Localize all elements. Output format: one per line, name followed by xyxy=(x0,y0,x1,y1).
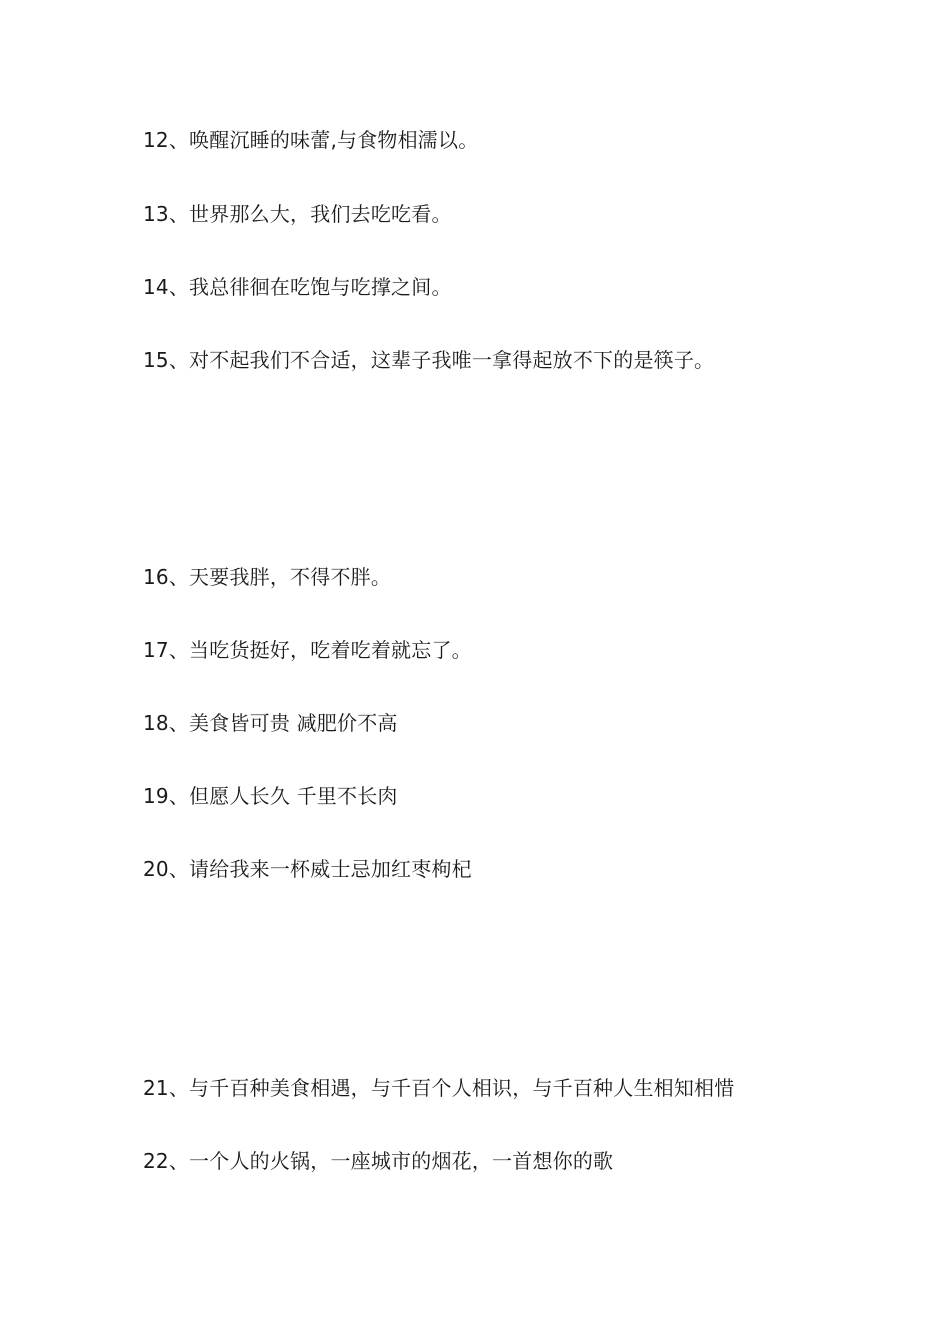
quote-line-17: 17、当吃货挺好，吃着吃着就忘了。 xyxy=(143,638,472,662)
quote-line-16: 16、天要我胖，不得不胖。 xyxy=(143,565,392,589)
quote-line-20: 20、请给我来一杯威士忌加红枣枸杞 xyxy=(143,857,472,881)
quote-line-22: 22、一个人的火锅，一座城市的烟花，一首想你的歌 xyxy=(143,1149,614,1173)
quote-line-18: 18、美食皆可贵 减肥价不高 xyxy=(143,711,398,735)
quote-line-21: 21、与千百种美食相遇，与千百个人相识，与千百种人生相知相惜 xyxy=(143,1076,735,1100)
quote-line-15: 15、对不起我们不合适，这辈子我唯一拿得起放不下的是筷子。 xyxy=(143,348,715,372)
quote-line-19: 19、但愿人长久 千里不长肉 xyxy=(143,784,398,808)
quote-line-13: 13、世界那么大，我们去吃吃看。 xyxy=(143,202,452,226)
quote-line-12: 12、唤醒沉睡的味蕾,与食物相濡以。 xyxy=(143,128,479,152)
quote-line-14: 14、我总徘徊在吃饱与吃撑之间。 xyxy=(143,275,452,299)
